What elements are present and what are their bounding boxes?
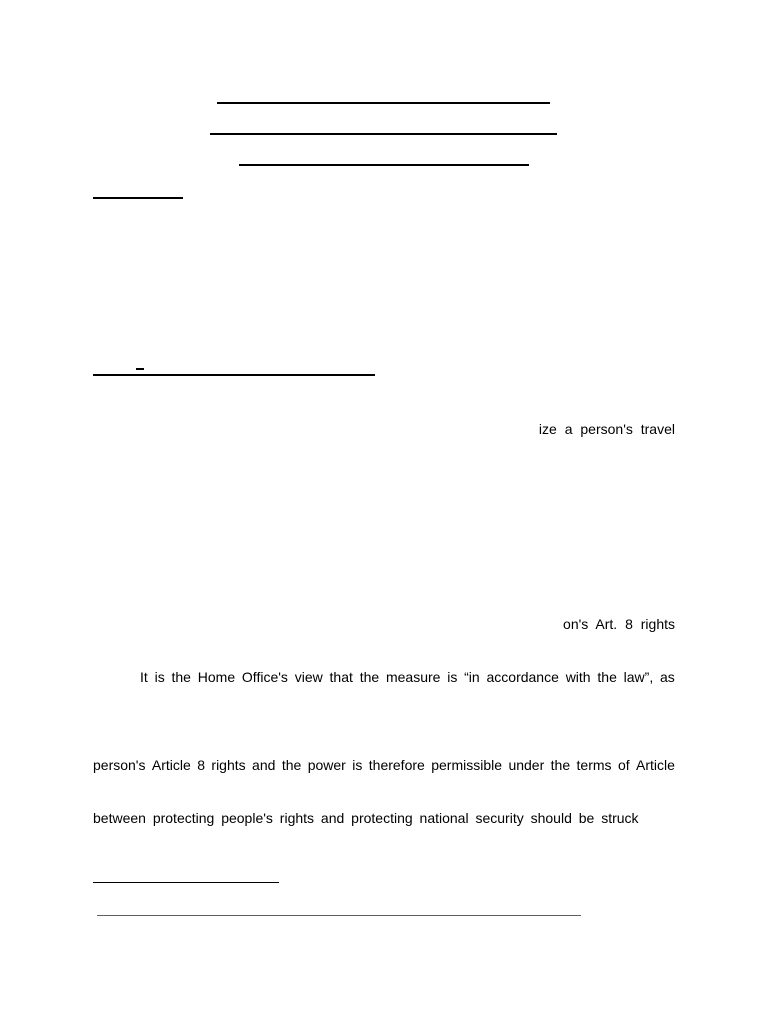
word: Office's — [241, 669, 288, 685]
body-fragment-travel: ize a person's travel — [538, 421, 675, 437]
word: terms — [576, 757, 612, 773]
title-underline-1 — [217, 102, 550, 104]
word: power — [307, 757, 346, 773]
word: the — [550, 757, 571, 773]
word: and — [252, 757, 276, 773]
word: It — [140, 669, 148, 685]
footnote-separator — [93, 882, 279, 883]
word: Home — [197, 669, 236, 685]
word: with — [565, 669, 591, 685]
word: “in — [464, 669, 480, 685]
word: that — [329, 669, 353, 685]
word: under — [508, 757, 545, 773]
word: is — [447, 669, 458, 685]
footnote-link-underline[interactable] — [97, 915, 581, 916]
word: of — [617, 757, 630, 773]
word: the — [171, 669, 191, 685]
word: permissible — [431, 757, 503, 773]
word: rights — [211, 757, 246, 773]
word: the — [597, 669, 617, 685]
word: accordance — [486, 669, 559, 685]
section-heading-underline — [93, 197, 183, 199]
word: the — [359, 669, 380, 685]
title-underline-2 — [210, 133, 557, 135]
section-heading-underline-2 — [93, 374, 375, 376]
body-paragraph-line-3: between protecting people's rights and protecting national security should be struck — [93, 810, 639, 826]
section-heading-dash — [136, 368, 144, 370]
word: view — [294, 669, 323, 685]
word: the — [281, 757, 302, 773]
word: law”, — [623, 669, 654, 685]
body-fragment-rights: on's Art. 8 rights — [563, 616, 675, 632]
word: 8 — [197, 757, 205, 773]
word: is — [352, 757, 363, 773]
word: Article — [636, 757, 675, 773]
word: Article — [151, 757, 191, 773]
word: is — [154, 669, 165, 685]
body-paragraph-line-1 — [140, 668, 675, 686]
word: person's — [93, 757, 146, 773]
word: therefore — [368, 757, 425, 773]
word: as — [660, 669, 675, 685]
word: measure — [385, 669, 441, 685]
body-paragraph-line-2 — [93, 756, 675, 774]
title-underline-3 — [239, 164, 529, 166]
